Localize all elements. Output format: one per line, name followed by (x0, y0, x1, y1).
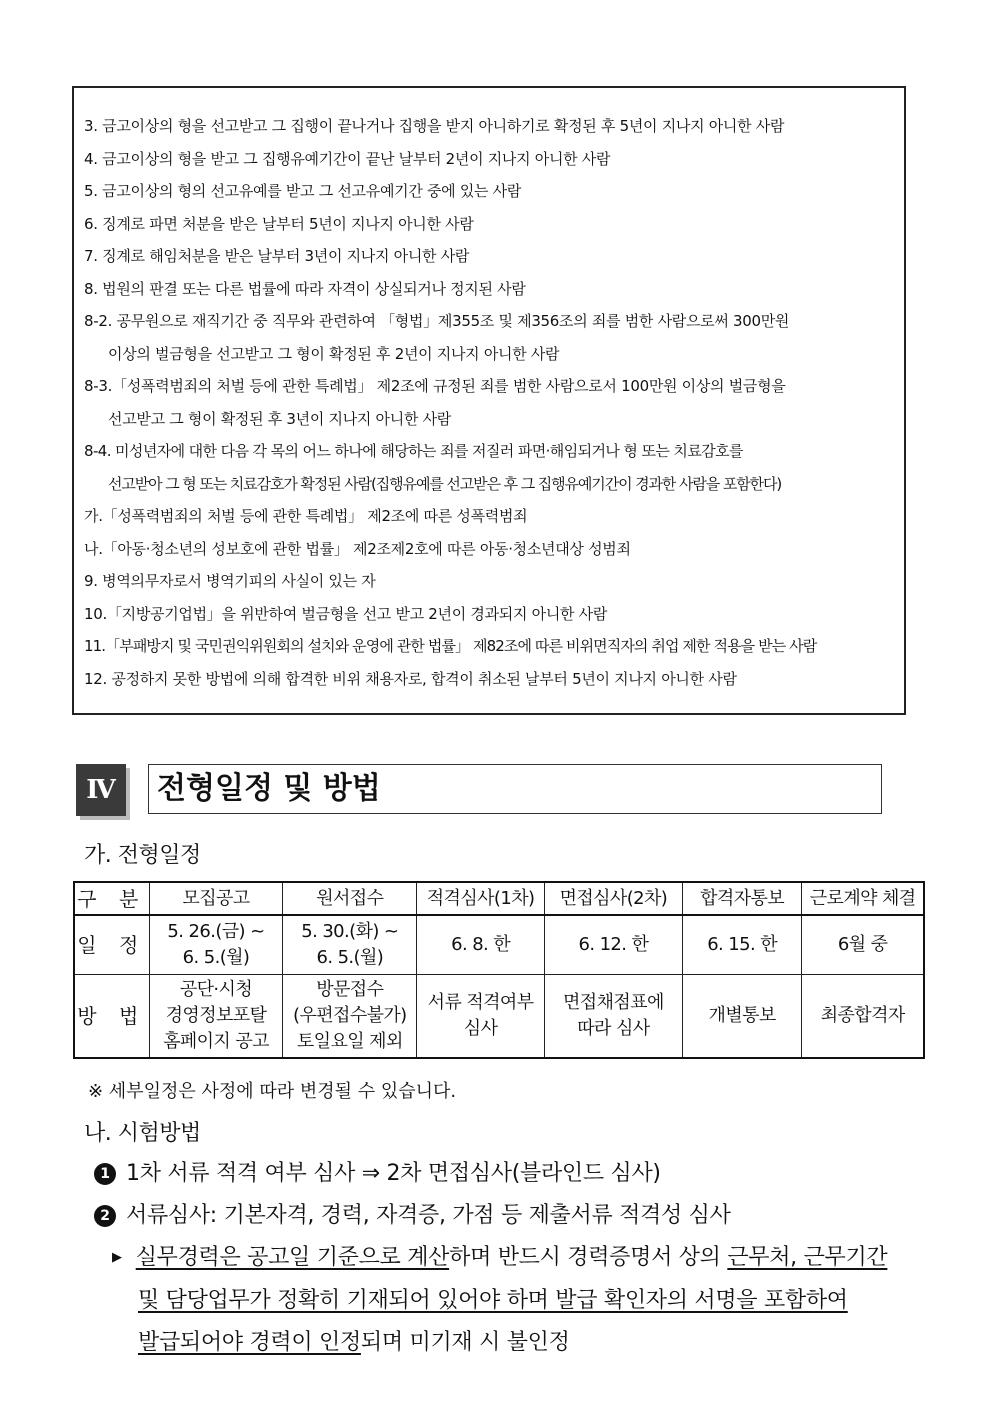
disqualification-list (84, 110, 898, 695)
table-cell: 5. 30.(화) ~ 6. 5.(월) (283, 915, 417, 975)
table-row (74, 915, 924, 975)
schedule-subtitle: 가. 전형일정 (84, 843, 201, 868)
table-header-cell: 구 분 (74, 882, 149, 915)
schedule-table (73, 881, 925, 1059)
table-header-cell: 근로계약 체결 (802, 882, 924, 915)
disqualification-box (72, 86, 906, 715)
list-item: 5. 금고이상의 형의 선고유예를 받고 그 선고유예기간 중에 있는 사람 (84, 182, 522, 200)
table-cell: 서류 적격여부 심사 (417, 975, 545, 1059)
table-cell: 6. 15. 한 (682, 915, 802, 975)
table-row (74, 975, 924, 1059)
table-cell: 6. 8. 한 (417, 915, 545, 975)
method-item-1: 1 1차 서류 적격 여부 심사 ⇒ 2차 면접심사(블라인드 심사) (94, 1156, 661, 1187)
schedule-note: ※ 세부일정은 사정에 따라 변경될 수 있습니다. (88, 1081, 457, 1102)
section-number: Ⅳ (76, 764, 126, 816)
list-item: 10.「지방공기업법」을 위반하여 벌금형을 선고 받고 2년이 경과되지 아니한 사람 (84, 604, 608, 623)
list-item: 8-3.「성폭력범죄의 처벌 등에 관한 특례법」 제2조에 규정된 죄를 범한 사람으로서 100만원 이상의 벌금형을 선고받고 그 형이 확정된 후 3년이 지나지 아니한 사람 (84, 377, 786, 428)
list-item: 4. 금고이상의 형을 받고 그 집행유예기간이 끝난 날부터 2년이 지나지 아니한 사람 (84, 149, 611, 168)
table-cell: 5. 26.(금) ~ 6. 5.(월) (149, 915, 283, 975)
section-header (76, 764, 884, 816)
number-badge-icon: 2 (94, 1205, 116, 1227)
list-item: 3. 금고이상의 형을 선고받고 그 집행이 끝나거나 집행을 받지 아니하기로 확정된 후 5년이 지나지 아니한 사람 (84, 117, 785, 135)
table-header-cell: 면접심사(2차) (544, 882, 682, 915)
table-cell: 개별통보 (682, 975, 802, 1059)
row-label: 일 정 (74, 915, 149, 975)
bullet-line-1: ▶ 실무경력은 공고일 기준으로 계산하며 반드시 경력증명서 상의 근무처, 근무기간 (112, 1245, 888, 1270)
list-item: 11.「부패방지 및 국민권익위원회의 설치와 운영에 관한 법률」 제82조에 따른 비위면직자의 취업 제한 적용을 받는 사람 (84, 637, 817, 655)
list-item: 가.「성폭력범죄의 처벌 등에 관한 특례법」 제2조에 따른 성폭력범죄 (84, 507, 528, 525)
method-subtitle: 나. 시험방법 (84, 1121, 201, 1146)
table-cell: 최종합격자 (802, 975, 924, 1059)
table-cell: 6. 12. 한 (544, 915, 682, 975)
table-cell: 6월 중 (802, 915, 924, 975)
list-item: 9. 병역의무자로서 병역기피의 사실이 있는 자 (84, 572, 376, 590)
list-item: 12. 공정하지 못한 방법에 의해 합격한 비위 채용자로, 합격이 취소된 날부터 5년이 지나지 아니한 사람 (84, 669, 737, 688)
bullet-line-2: 및 담당업무가 정확히 기재되어 있어야 하며 발급 확인자의 서명을 포함하여 (138, 1288, 848, 1313)
table-header-cell: 합격자통보 (682, 882, 802, 915)
table-header-cell: 적격심사(1차) (417, 882, 545, 915)
row-label: 방 법 (74, 975, 149, 1059)
triangle-bullet-icon: ▶ (112, 1250, 122, 1265)
list-item: 나.「아동·청소년의 성보호에 관한 법률」 제2조제2호에 따른 아동·청소년대상 성범죄 (84, 539, 631, 558)
list-item: 8-4. 미성년자에 대한 다음 각 목의 어느 하나에 해당하는 죄를 저질러 파면·해임되거나 형 또는 치료감호를 선고받아 그 형 또는 치료감호가 확정된 사람(집행유예를 선고받은 후 그 집행유예기간이 경과한 사람을 포함한다) (84, 442, 782, 493)
table-header-row (74, 882, 924, 915)
table-cell: 면접채점표에 따라 심사 (544, 975, 682, 1059)
list-item: 7. 징계로 해임처분을 받은 날부터 3년이 지나지 아니한 사람 (84, 247, 470, 265)
method-item-2: 2 서류심사: 기본자격, 경력, 자격증, 가점 등 제출서류 적격성 심사 (94, 1198, 731, 1229)
list-item: 8-2. 공무원으로 재직기간 중 직무와 관련하여 「형법」제355조 및 제356조의 죄를 범한 사람으로써 300만원 이상의 벌금형을 선고받고 그 형이 확정된 후 2년이 지나지 아니한 사람 (84, 312, 790, 363)
table-cell: 공단·시청 경영정보포탈 홈페이지 공고 (149, 975, 283, 1059)
table-header-cell: 모집공고 (149, 882, 283, 915)
list-item: 8. 법원의 판결 또는 다른 법률에 따라 자격이 상실되거나 정지된 사람 (84, 279, 526, 298)
list-item: 6. 징계로 파면 처분을 받은 날부터 5년이 지나지 아니한 사람 (84, 214, 474, 233)
table-header-cell: 원서접수 (283, 882, 417, 915)
number-badge-icon: 1 (94, 1163, 116, 1185)
bullet-line-3: 발급되어야 경력이 인정되며 미기재 시 불인정 (138, 1330, 570, 1355)
section-title: 전형일정 및 방법 (148, 764, 882, 814)
table-cell: 방문접수 (우편접수불가) 토일요일 제외 (283, 975, 417, 1059)
